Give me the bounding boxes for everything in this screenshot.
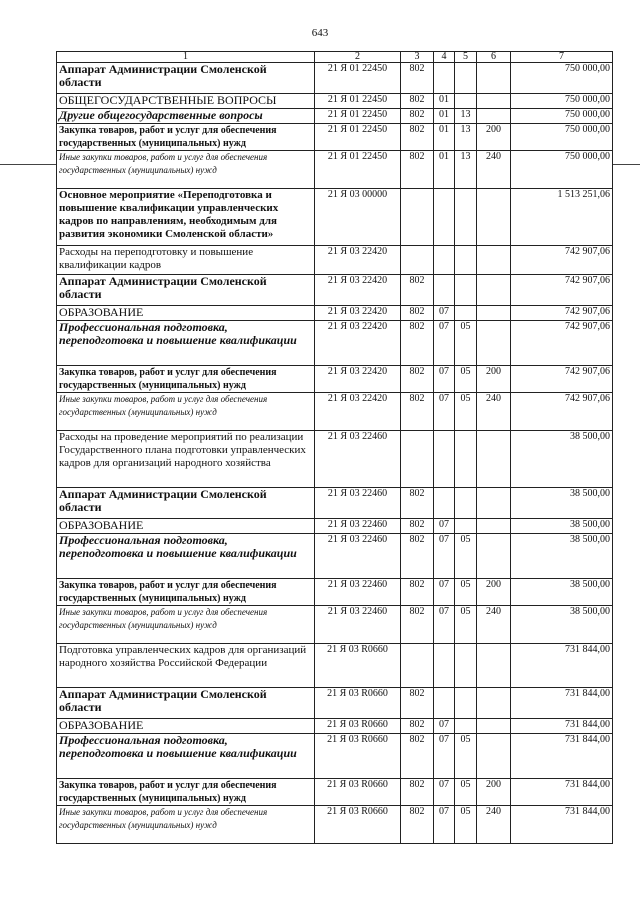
table-row (57, 644, 613, 688)
row-name-cell: Подготовка управленческих кадров для организаций народного хозяйства Российской Федерации (57, 644, 315, 688)
row-name-cell: Иные закупки товаров, работ и услуг для обеспечения государственных (муниципальных) нужд (57, 393, 315, 431)
section-cell: 07 (434, 606, 455, 644)
subsection-cell (455, 275, 477, 306)
section-cell: 07 (434, 779, 455, 806)
row-name-cell: Аппарат Администрации Смоленской области (57, 275, 315, 306)
table-row (57, 688, 613, 719)
row-name-cell: Иные закупки товаров, работ и услуг для обеспечения государственных (муниципальных) нужд (57, 151, 315, 189)
amount-cell: 742 907,06 (511, 393, 613, 431)
target-article-cell: 21 Я 03 22420 (315, 275, 401, 306)
target-article-cell: 21 Я 01 22450 (315, 109, 401, 124)
target-article-cell: 21 Я 03 22460 (315, 534, 401, 579)
section-cell: 07 (434, 321, 455, 366)
amount-cell: 750 000,00 (511, 63, 613, 94)
table-row (57, 519, 613, 534)
target-article-cell: 21 Я 03 22420 (315, 246, 401, 275)
budget-table (56, 51, 613, 844)
section-cell: 01 (434, 109, 455, 124)
row-name-cell: Закупка товаров, работ и услуг для обеспечения государственных (муниципальных) нужд (57, 366, 315, 393)
expense-type-cell (477, 275, 511, 306)
table-row (57, 366, 613, 393)
section-cell: 07 (434, 579, 455, 606)
row-name-cell: Закупка товаров, работ и услуг для обеспечения государственных (муниципальных) нужд (57, 124, 315, 151)
row-name-cell: Закупка товаров, работ и услуг для обеспечения государственных (муниципальных) нужд (57, 579, 315, 606)
target-article-cell: 21 Я 03 00000 (315, 189, 401, 246)
subsection-cell: 13 (455, 109, 477, 124)
subsection-cell (455, 488, 477, 519)
section-cell (434, 644, 455, 688)
row-name-cell: ОБЩЕГОСУДАРСТВЕННЫЕ ВОПРОСЫ (57, 94, 315, 109)
table-row (57, 393, 613, 431)
subsection-cell (455, 94, 477, 109)
expense-type-cell (477, 688, 511, 719)
amount-cell: 38 500,00 (511, 488, 613, 519)
expense-type-cell (477, 189, 511, 246)
row-name-cell: Расходы на переподготовку и повышение квалификации кадров (57, 246, 315, 275)
department-cell: 802 (401, 488, 434, 519)
table-row (57, 779, 613, 806)
amount-cell: 742 907,06 (511, 246, 613, 275)
row-name-cell: ОБРАЗОВАНИЕ (57, 719, 315, 734)
table-row (57, 579, 613, 606)
department-cell: 802 (401, 779, 434, 806)
col-header: 6 (477, 52, 511, 63)
target-article-cell: 21 Я 03 22420 (315, 321, 401, 366)
row-name-cell: Аппарат Администрации Смоленской области (57, 488, 315, 519)
expense-type-cell (477, 321, 511, 366)
subsection-cell: 05 (455, 779, 477, 806)
page-number: 643 (311, 27, 329, 39)
subsection-cell (455, 246, 477, 275)
section-cell: 07 (434, 806, 455, 844)
table-row (57, 94, 613, 109)
row-name-cell: Основное мероприятие «Переподготовка и повышение квалификации управленческих кадров по направлениям, необходимым для развития экономики Смоленской области» (57, 189, 315, 246)
subsection-cell (455, 644, 477, 688)
expense-type-cell: 240 (477, 151, 511, 189)
table-row (57, 431, 613, 488)
table-row (57, 151, 613, 189)
table-row (57, 63, 613, 94)
subsection-cell: 05 (455, 579, 477, 606)
table-row (57, 606, 613, 644)
col-header: 4 (434, 52, 455, 63)
table-row (57, 246, 613, 275)
row-name-cell: ОБРАЗОВАНИЕ (57, 306, 315, 321)
department-cell: 802 (401, 534, 434, 579)
section-cell: 01 (434, 94, 455, 109)
amount-cell: 731 844,00 (511, 779, 613, 806)
subsection-cell (455, 431, 477, 488)
department-cell: 802 (401, 94, 434, 109)
department-cell: 802 (401, 688, 434, 719)
amount-cell: 38 500,00 (511, 534, 613, 579)
margin-rule-right (612, 164, 640, 165)
amount-cell: 38 500,00 (511, 431, 613, 488)
amount-cell: 750 000,00 (511, 94, 613, 109)
subsection-cell (455, 719, 477, 734)
table-row (57, 806, 613, 844)
col-header: 3 (401, 52, 434, 63)
target-article-cell: 21 Я 03 22460 (315, 488, 401, 519)
target-article-cell: 21 Я 03 R0660 (315, 688, 401, 719)
amount-cell: 742 907,06 (511, 306, 613, 321)
table-row (57, 534, 613, 579)
department-cell: 802 (401, 519, 434, 534)
amount-cell: 731 844,00 (511, 719, 613, 734)
department-cell: 802 (401, 393, 434, 431)
department-cell (401, 431, 434, 488)
expense-type-cell (477, 719, 511, 734)
subsection-cell (455, 519, 477, 534)
target-article-cell: 21 Я 03 22460 (315, 579, 401, 606)
expense-type-cell (477, 94, 511, 109)
table-row (57, 124, 613, 151)
row-name-cell: Профессиональная подготовка, переподготовка и повышение квалификации (57, 734, 315, 779)
row-name-cell: ОБРАЗОВАНИЕ (57, 519, 315, 534)
section-cell (434, 189, 455, 246)
department-cell: 802 (401, 366, 434, 393)
expense-type-cell (477, 488, 511, 519)
amount-cell: 750 000,00 (511, 109, 613, 124)
subsection-cell: 05 (455, 321, 477, 366)
amount-cell: 38 500,00 (511, 606, 613, 644)
department-cell: 802 (401, 806, 434, 844)
section-cell: 07 (434, 393, 455, 431)
target-article-cell: 21 Я 01 22450 (315, 151, 401, 189)
subsection-cell: 13 (455, 124, 477, 151)
department-cell: 802 (401, 63, 434, 94)
table-row (57, 488, 613, 519)
table-row (57, 109, 613, 124)
amount-cell: 38 500,00 (511, 519, 613, 534)
target-article-cell: 21 Я 03 22420 (315, 393, 401, 431)
expense-type-cell: 200 (477, 579, 511, 606)
amount-cell: 742 907,06 (511, 321, 613, 366)
subsection-cell: 05 (455, 393, 477, 431)
section-cell (434, 275, 455, 306)
expense-type-cell: 240 (477, 606, 511, 644)
target-article-cell: 21 Я 03 22420 (315, 306, 401, 321)
subsection-cell (455, 306, 477, 321)
col-header: 1 (57, 52, 315, 63)
section-cell: 07 (434, 519, 455, 534)
amount-cell: 731 844,00 (511, 734, 613, 779)
target-article-cell: 21 Я 03 22460 (315, 431, 401, 488)
section-cell (434, 688, 455, 719)
row-name-cell: Иные закупки товаров, работ и услуг для обеспечения государственных (муниципальных) нужд (57, 606, 315, 644)
row-name-cell: Закупка товаров, работ и услуг для обеспечения государственных (муниципальных) нужд (57, 779, 315, 806)
department-cell: 802 (401, 306, 434, 321)
subsection-cell: 13 (455, 151, 477, 189)
table-row (57, 719, 613, 734)
section-cell: 01 (434, 124, 455, 151)
expense-type-cell (477, 534, 511, 579)
department-cell: 802 (401, 606, 434, 644)
amount-cell: 742 907,06 (511, 275, 613, 306)
section-cell: 01 (434, 151, 455, 189)
expense-type-cell (477, 109, 511, 124)
target-article-cell: 21 Я 03 22460 (315, 606, 401, 644)
section-cell: 07 (434, 734, 455, 779)
table-body (57, 63, 613, 844)
table-header-row (57, 52, 613, 63)
section-cell: 07 (434, 719, 455, 734)
department-cell: 802 (401, 275, 434, 306)
margin-rule-left (0, 164, 56, 165)
department-cell (401, 246, 434, 275)
amount-cell: 731 844,00 (511, 644, 613, 688)
subsection-cell: 05 (455, 734, 477, 779)
table-row (57, 189, 613, 246)
table-row (57, 306, 613, 321)
department-cell: 802 (401, 151, 434, 189)
department-cell: 802 (401, 321, 434, 366)
department-cell: 802 (401, 579, 434, 606)
department-cell: 802 (401, 124, 434, 151)
section-cell: 07 (434, 306, 455, 321)
row-name-cell: Аппарат Администрации Смоленской области (57, 63, 315, 94)
row-name-cell: Аппарат Администрации Смоленской области (57, 688, 315, 719)
expense-type-cell (477, 519, 511, 534)
department-cell (401, 189, 434, 246)
table-row (57, 321, 613, 366)
subsection-cell: 05 (455, 806, 477, 844)
target-article-cell: 21 Я 03 22460 (315, 519, 401, 534)
amount-cell: 731 844,00 (511, 806, 613, 844)
target-article-cell: 21 Я 01 22450 (315, 124, 401, 151)
target-article-cell: 21 Я 01 22450 (315, 63, 401, 94)
table-row (57, 734, 613, 779)
amount-cell: 731 844,00 (511, 688, 613, 719)
expense-type-cell (477, 63, 511, 94)
col-header: 7 (511, 52, 613, 63)
target-article-cell: 21 Я 03 R0660 (315, 734, 401, 779)
department-cell: 802 (401, 109, 434, 124)
row-name-cell: Иные закупки товаров, работ и услуг для обеспечения государственных (муниципальных) нужд (57, 806, 315, 844)
target-article-cell: 21 Я 03 R0660 (315, 719, 401, 734)
row-name-cell: Профессиональная подготовка, переподготовка и повышение квалификации (57, 321, 315, 366)
row-name-cell: Профессиональная подготовка, переподготовка и повышение квалификации (57, 534, 315, 579)
subsection-cell: 05 (455, 534, 477, 579)
department-cell: 802 (401, 719, 434, 734)
amount-cell: 742 907,06 (511, 366, 613, 393)
table-row (57, 275, 613, 306)
expense-type-cell: 240 (477, 806, 511, 844)
subsection-cell (455, 63, 477, 94)
expense-type-cell (477, 644, 511, 688)
amount-cell: 750 000,00 (511, 151, 613, 189)
expense-type-cell (477, 306, 511, 321)
target-article-cell: 21 Я 03 R0660 (315, 806, 401, 844)
target-article-cell: 21 Я 03 22420 (315, 366, 401, 393)
expense-type-cell (477, 246, 511, 275)
subsection-cell: 05 (455, 606, 477, 644)
section-cell (434, 488, 455, 519)
section-cell (434, 63, 455, 94)
section-cell (434, 431, 455, 488)
subsection-cell: 05 (455, 366, 477, 393)
section-cell: 07 (434, 534, 455, 579)
target-article-cell: 21 Я 01 22450 (315, 94, 401, 109)
col-header: 5 (455, 52, 477, 63)
subsection-cell (455, 189, 477, 246)
department-cell: 802 (401, 734, 434, 779)
amount-cell: 750 000,00 (511, 124, 613, 151)
department-cell (401, 644, 434, 688)
section-cell (434, 246, 455, 275)
expense-type-cell (477, 431, 511, 488)
col-header: 2 (315, 52, 401, 63)
expense-type-cell: 200 (477, 366, 511, 393)
target-article-cell: 21 Я 03 R0660 (315, 779, 401, 806)
expense-type-cell: 200 (477, 779, 511, 806)
subsection-cell (455, 688, 477, 719)
amount-cell: 1 513 251,06 (511, 189, 613, 246)
target-article-cell: 21 Я 03 R0660 (315, 644, 401, 688)
expense-type-cell: 240 (477, 393, 511, 431)
row-name-cell: Другие общегосударственные вопросы (57, 109, 315, 124)
amount-cell: 38 500,00 (511, 579, 613, 606)
section-cell: 07 (434, 366, 455, 393)
expense-type-cell: 200 (477, 124, 511, 151)
row-name-cell: Расходы на проведение мероприятий по реализации Государственного плана подготовки управленческих кадров для организаций народного хозяйства (57, 431, 315, 488)
expense-type-cell (477, 734, 511, 779)
